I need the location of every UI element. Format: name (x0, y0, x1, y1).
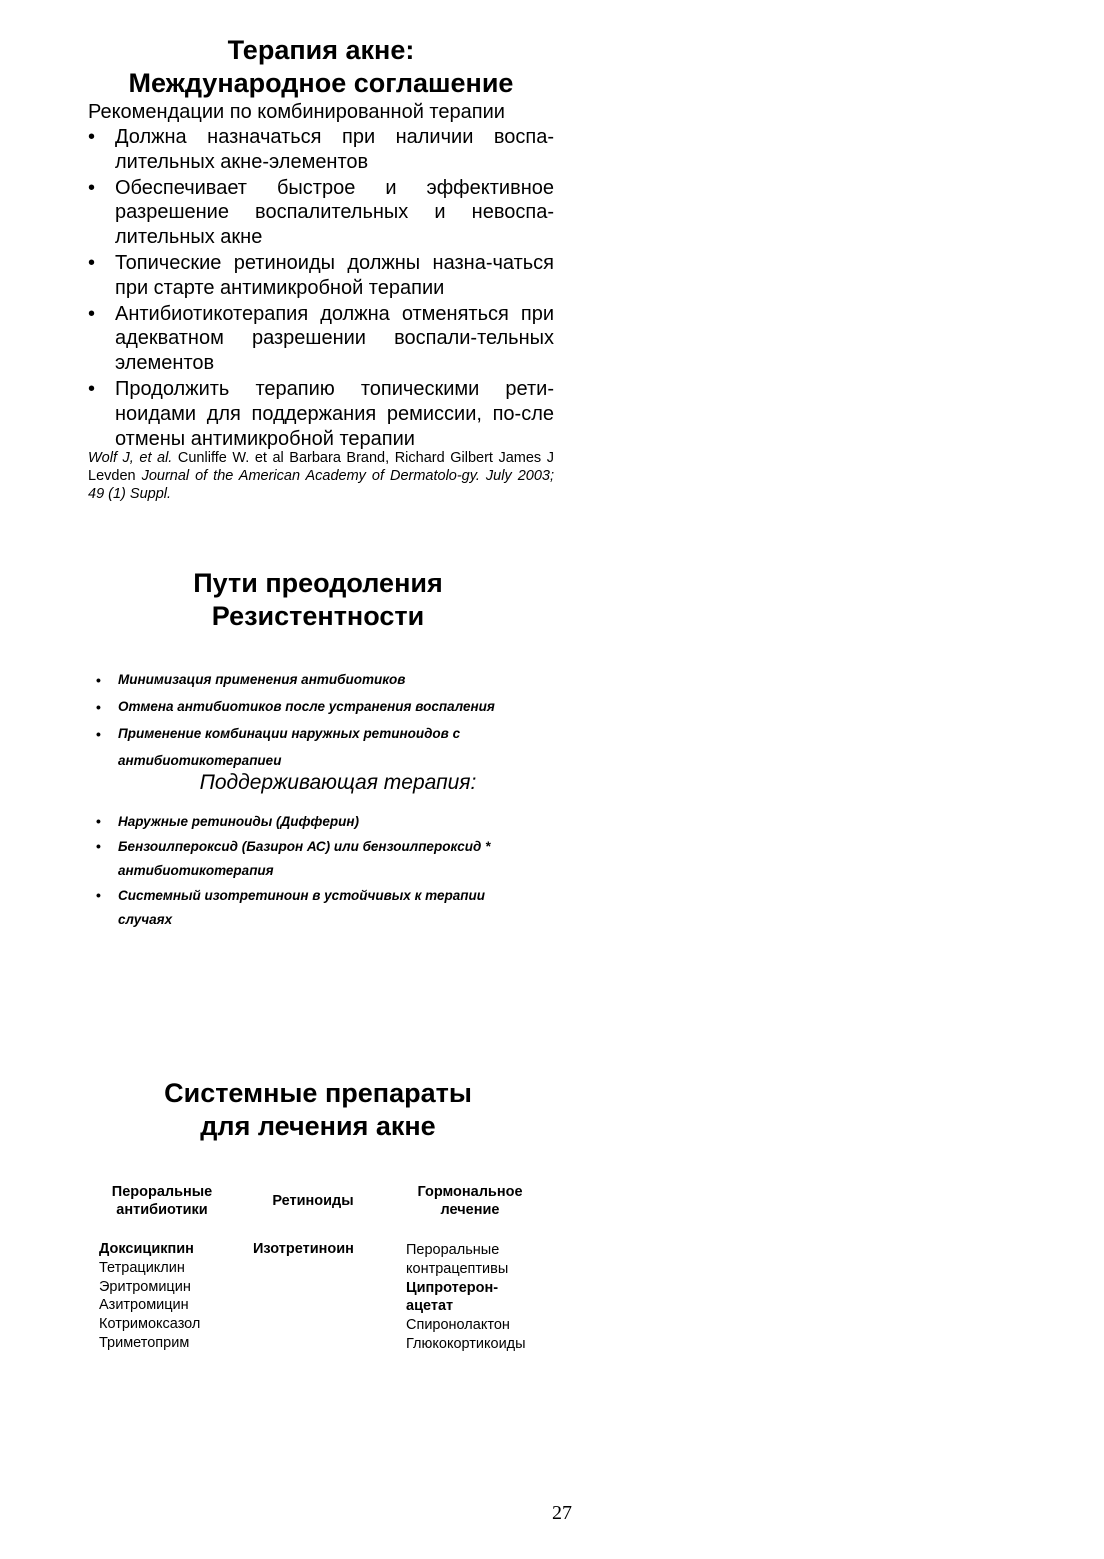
section3-title-line1: Системные препараты (164, 1078, 472, 1108)
section1-reference (88, 449, 554, 503)
bullet-icon: • (88, 176, 96, 199)
section1-title-line1: Терапия акне: (227, 35, 415, 65)
list-item: • Наружные ретиноиды (Дифферин) (96, 810, 556, 834)
list-item: • Системный изотретиноин в устойчивых к терапии (96, 884, 556, 908)
section2-title-line2: Резистентности (211, 601, 425, 631)
drug-item: контрацептивы (406, 1260, 509, 1277)
drug-item: Котримоксазол (99, 1316, 201, 1333)
bullet-icon: • (88, 377, 96, 400)
section3-title (88, 1077, 548, 1143)
bullet-icon: • (96, 837, 101, 854)
bullet-icon: • (96, 699, 101, 715)
header-oral-antibiotics: Пероральные антибиотики (111, 1184, 213, 1218)
section1-title (88, 34, 554, 100)
section3-title-line2: для лечения акне (200, 1111, 436, 1141)
maintenance-list (96, 810, 556, 933)
bullet-icon: • (96, 672, 101, 688)
list-item-continuation: антибиотикотерапия (118, 863, 274, 878)
reference-journal: Journal of the American Academy of Dermatolo-gy. July 2003; 49 (1) Suppl. (88, 468, 554, 502)
list-item: • Минимизация применения антибиотиков (96, 667, 556, 693)
section1-list (88, 125, 554, 452)
list-item-continuation: случаях (118, 912, 173, 927)
list-item: • Антибиотикотерапия должна отменяться при адекватном разрешении воспали-тельных элементов (88, 302, 554, 375)
list-item: • Обеспечивает быстрое и эффективное разрешение воспалительных и невоспа-лительных акне (88, 176, 554, 249)
bullet-icon: • (88, 251, 96, 274)
bullet-icon: • (96, 813, 101, 829)
section2-list (96, 667, 556, 775)
list-item: • Должна назначаться при наличии воспа-лительных акне-элементов (88, 126, 554, 173)
column-retinoids (253, 1240, 354, 1259)
drug-item: Спиронолактон (406, 1317, 510, 1334)
list-item: • Бензоилпероксид (Базирон АС) или бензоилпероксид * (96, 835, 556, 859)
drug-item: Тетрациклин (99, 1259, 185, 1276)
header-hormonal: Гормональное лечение (417, 1184, 523, 1218)
page-number: 27 (552, 1502, 572, 1524)
column-hormonal (406, 1241, 526, 1354)
list-item: • Применение комбинации наружных ретиноидов с (96, 721, 556, 747)
header-retinoids: Ретиноиды (272, 1193, 354, 1209)
maintenance-heading: Поддерживающая терапия: (199, 771, 477, 794)
list-item: • Отмена антибиотиков после устранения воспаления (96, 694, 556, 720)
list-item: • Продолжить терапию топическими рети-ноидами для поддержания ремиссии, по-сле отмены антимикробной терапии (88, 377, 554, 450)
reference-authors: Cunliffe W. et al Barbara Brand, Richard Gilbert James J Levden (88, 450, 554, 484)
drug-item: ацетат (406, 1298, 454, 1315)
bullet-icon: • (96, 726, 101, 742)
bullet-icon: • (88, 126, 96, 148)
list-item-continuation: антибиотикотерапиеи (118, 753, 282, 768)
drug-item: Ципротерон- (406, 1279, 499, 1296)
column-oral-antibiotics (99, 1240, 200, 1353)
list-item: • Топические ретиноиды должны назна-чаться при старте антимикробной терапии (88, 251, 554, 299)
reference-authors-italic: Wolf J, et al. (88, 450, 173, 466)
drug-item: Пероральные (406, 1242, 500, 1258)
drug-item: Триметоприм (99, 1334, 190, 1351)
drug-item: Эритромицин (99, 1278, 191, 1295)
bullet-icon: • (96, 886, 101, 903)
drug-item: Глюкокортикоиды (406, 1335, 526, 1352)
drug-item: Изотретиноин (253, 1241, 354, 1257)
section1-title-line2: Международное соглашение (128, 68, 514, 98)
section2-title (88, 567, 548, 633)
drug-item: Азитромицин (99, 1297, 189, 1314)
bullet-icon: • (88, 302, 96, 325)
drug-item: Доксицикпин (99, 1241, 194, 1257)
section2-title-line1: Пути преодоления (193, 568, 443, 598)
section1-subtitle: Рекомендации по комбинированной терапии (88, 101, 505, 123)
